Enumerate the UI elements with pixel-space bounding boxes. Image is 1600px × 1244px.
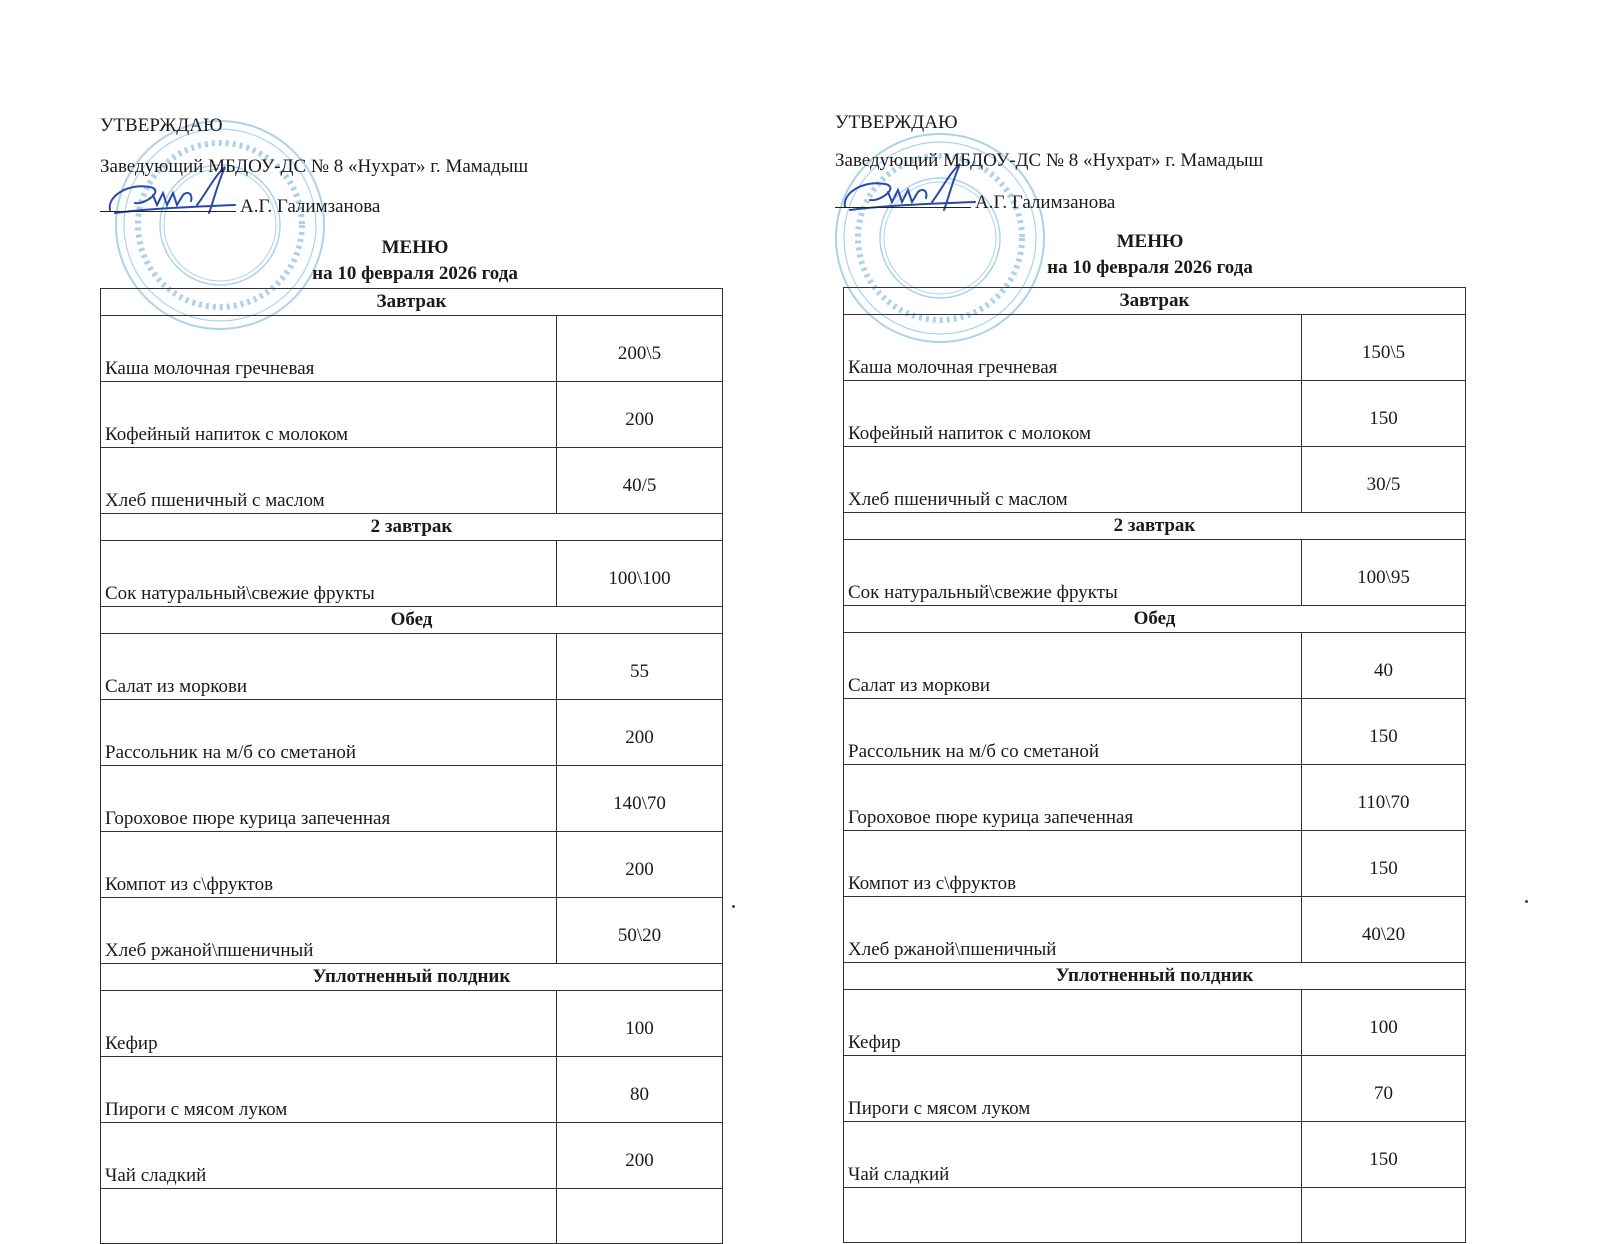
dish-name: Каша молочная гречневая (844, 315, 1302, 381)
table-row (101, 382, 723, 448)
dish-name: Чай сладкий (844, 1122, 1302, 1188)
table-row (101, 1057, 723, 1123)
menu-title: МЕНЮ (1116, 231, 1184, 252)
portion-quantity: 150 (1302, 381, 1466, 447)
table-row (101, 898, 723, 964)
table-row (844, 765, 1466, 831)
dish-name: Пироги с мясом луком (101, 1057, 557, 1123)
dish-name: Кефир (844, 990, 1302, 1056)
table-row (844, 633, 1466, 699)
portion-quantity: 40/5 (557, 448, 723, 514)
portion-quantity: 100 (557, 991, 723, 1057)
dish-name: Компот из с\фруктов (844, 831, 1302, 897)
portion-quantity: 150 (1302, 1122, 1466, 1188)
menu-date: на 10 февраля 2026 года (312, 263, 518, 284)
empty-cell (557, 1189, 723, 1244)
head-position: Заведующий МБДОУ-ДС № 8 «Нухрат» г. Мамадыш (835, 150, 1264, 171)
table-row (844, 831, 1466, 897)
portion-quantity: 200 (557, 700, 723, 766)
table-row (844, 897, 1466, 963)
section-header-row (844, 963, 1466, 990)
portion-quantity: 140\70 (557, 766, 723, 832)
empty-cell (1302, 1188, 1466, 1243)
dish-name: Сок натуральный\свежие фрукты (101, 541, 557, 607)
menu-title: МЕНЮ (381, 237, 449, 258)
dish-name: Рассольник на м/б со сметаной (844, 699, 1302, 765)
section-title: Завтрак (844, 288, 1466, 315)
empty-cell (101, 1189, 557, 1244)
menu-table (100, 288, 723, 1244)
table-row (844, 699, 1466, 765)
dish-name: Пироги с мясом луком (844, 1056, 1302, 1122)
menu-date: на 10 февраля 2026 года (1047, 257, 1253, 278)
table-row (844, 1056, 1466, 1122)
signature-underline (100, 211, 236, 212)
portion-quantity: 40\20 (1302, 897, 1466, 963)
portion-quantity: 100\100 (557, 541, 723, 607)
section-header-row (101, 964, 723, 991)
section-title: Уплотненный полдник (101, 964, 723, 991)
dish-name: Чай сладкий (101, 1123, 557, 1189)
dish-name: Рассольник на м/б со сметаной (101, 700, 557, 766)
table-row (101, 541, 723, 607)
dish-name: Хлеб ржаной\пшеничный (101, 898, 557, 964)
portion-quantity: 50\20 (557, 898, 723, 964)
section-header-row (101, 607, 723, 634)
head-position: Заведующий МБДОУ-ДС № 8 «Нухрат» г. Мамадыш (100, 156, 529, 177)
dish-name: Кофейный напиток с молоком (844, 381, 1302, 447)
section-title: Уплотненный полдник (844, 963, 1466, 990)
portion-quantity: 200 (557, 832, 723, 898)
portion-quantity: 200 (557, 1123, 723, 1189)
signature-underline (835, 207, 971, 208)
portion-quantity: 200 (557, 382, 723, 448)
portion-quantity: 30/5 (1302, 447, 1466, 513)
approve-heading: УТВЕРЖДАЮ (835, 112, 958, 133)
dish-name: Гороховое пюре курица запеченная (844, 765, 1302, 831)
section-title: 2 завтрак (844, 513, 1466, 540)
table-row (844, 990, 1466, 1056)
section-title: Обед (844, 606, 1466, 633)
dish-name: Кефир (101, 991, 557, 1057)
dish-name: Гороховое пюре курица запеченная (101, 766, 557, 832)
approve-heading: УТВЕРЖДАЮ (100, 115, 223, 136)
table-row (101, 1123, 723, 1189)
dish-name: Хлеб пшеничный с маслом (101, 448, 557, 514)
section-title: Завтрак (101, 289, 723, 316)
dish-name: Хлеб ржаной\пшеничный (844, 897, 1302, 963)
table-row (844, 447, 1466, 513)
table-row (101, 832, 723, 898)
table-row (101, 634, 723, 700)
signer-name: А.Г. Галимзанова (240, 196, 381, 217)
portion-quantity: 55 (557, 634, 723, 700)
dish-name: Каша молочная гречневая (101, 316, 557, 382)
portion-quantity: 70 (1302, 1056, 1466, 1122)
dish-name: Хлеб пшеничный с маслом (844, 447, 1302, 513)
empty-row (101, 1189, 723, 1244)
portion-quantity: 100 (1302, 990, 1466, 1056)
empty-cell (844, 1188, 1302, 1243)
table-row (101, 316, 723, 382)
portion-quantity: 150 (1302, 699, 1466, 765)
dish-name: Сок натуральный\свежие фрукты (844, 540, 1302, 606)
signer-line (100, 196, 380, 218)
table-row (844, 540, 1466, 606)
section-header-row (844, 288, 1466, 315)
table-row (844, 315, 1466, 381)
portion-quantity: 40 (1302, 633, 1466, 699)
empty-row (844, 1188, 1466, 1243)
section-header-row (844, 606, 1466, 633)
section-title: 2 завтрак (101, 514, 723, 541)
section-title: Обед (101, 607, 723, 634)
table-row (101, 448, 723, 514)
signer-line (835, 192, 1115, 214)
dish-name: Компот из с\фруктов (101, 832, 557, 898)
table-row (101, 766, 723, 832)
portion-quantity: 80 (557, 1057, 723, 1123)
dish-name: Кофейный напиток с молоком (101, 382, 557, 448)
portion-quantity: 150\5 (1302, 315, 1466, 381)
portion-quantity: 150 (1302, 831, 1466, 897)
dish-name: Салат из моркови (844, 633, 1302, 699)
dish-name: Салат из моркови (101, 634, 557, 700)
table-row (844, 381, 1466, 447)
section-header-row (844, 513, 1466, 540)
table-row (101, 700, 723, 766)
section-header-row (101, 514, 723, 541)
menu-document-left (100, 0, 780, 1186)
signer-name: А.Г. Галимзанова (975, 192, 1116, 213)
portion-quantity: 200\5 (557, 316, 723, 382)
portion-quantity: 100\95 (1302, 540, 1466, 606)
menu-table (843, 287, 1466, 1243)
portion-quantity: 110\70 (1302, 765, 1466, 831)
section-header-row (101, 289, 723, 316)
table-row (844, 1122, 1466, 1188)
menu-document-right (835, 0, 1515, 1185)
table-row (101, 991, 723, 1057)
